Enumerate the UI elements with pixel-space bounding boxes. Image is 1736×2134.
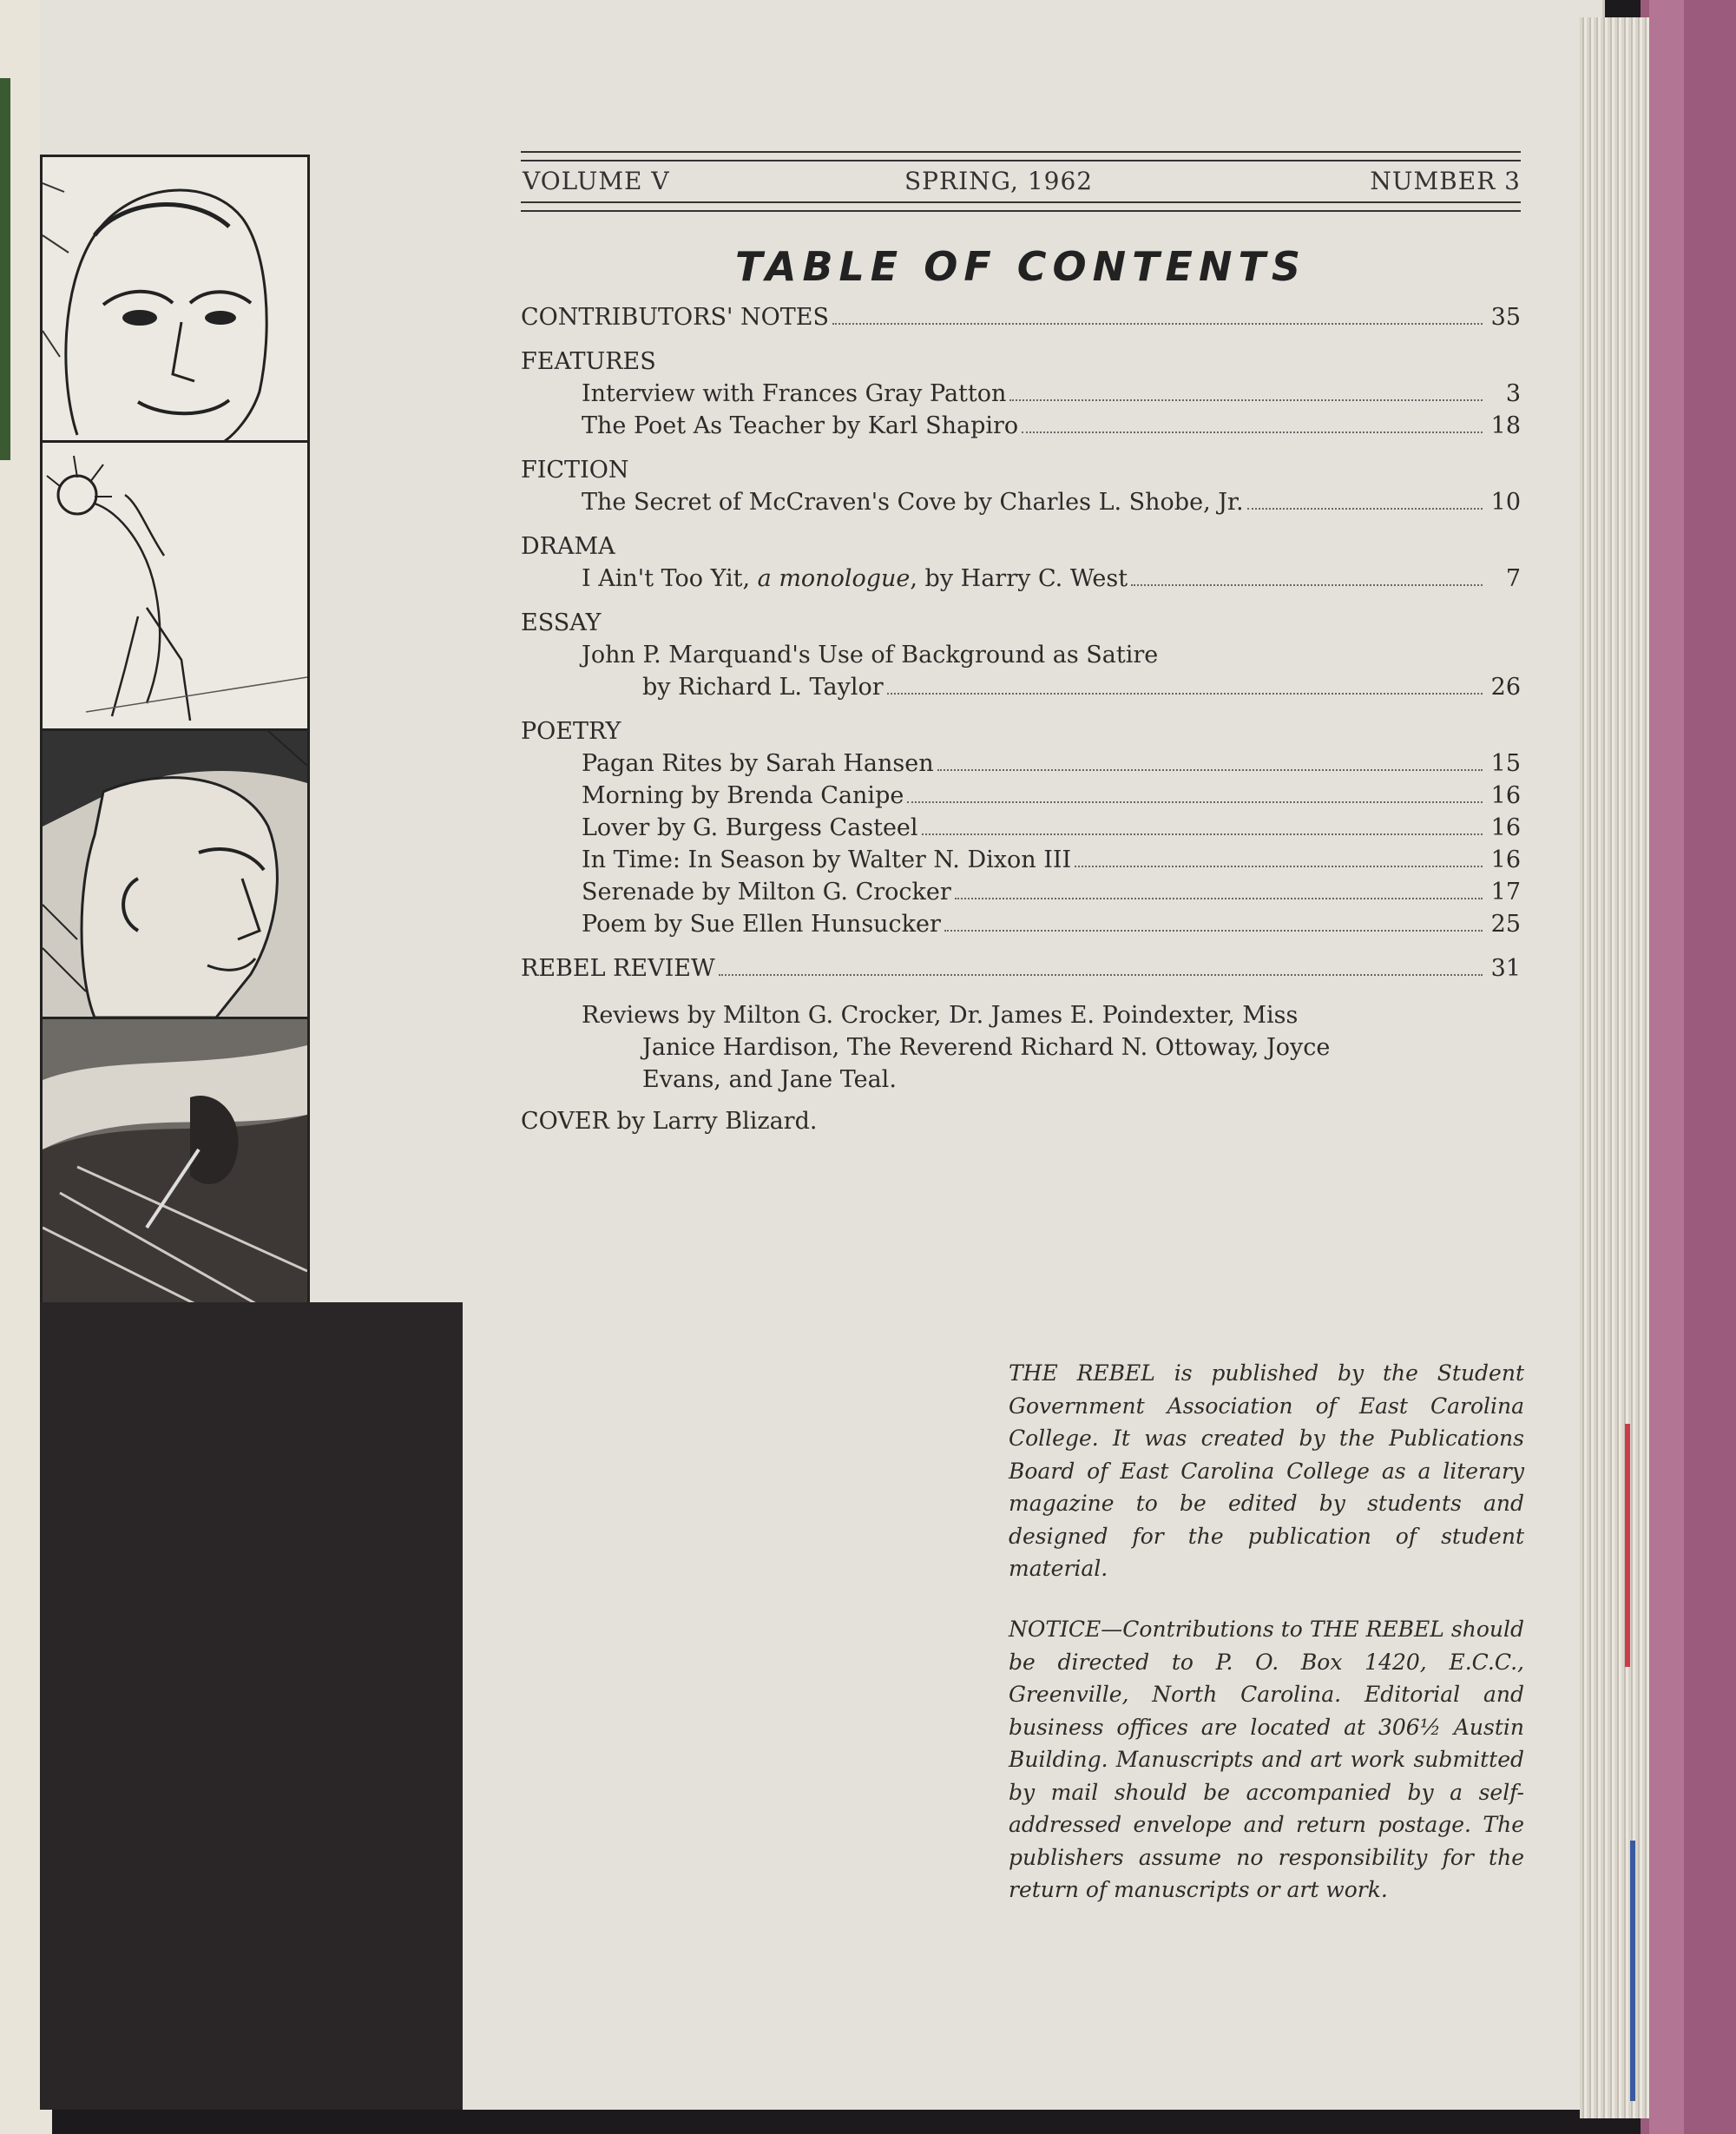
illustration-portrait-man <box>40 728 310 1020</box>
toc-entry[interactable]: Pagan Rites by Sarah Hansen 15 <box>582 750 1521 777</box>
volume-label: VOLUME V <box>523 167 670 195</box>
page-fore-edge <box>1580 17 1649 2118</box>
toc-entry-contributors[interactable]: CONTRIBUTORS' NOTES 35 <box>521 304 1521 331</box>
toc-entry[interactable]: Poem by Sue Ellen Hunsucker 25 <box>582 911 1521 938</box>
illustration-figure-swinging <box>40 440 310 732</box>
toc-entry[interactable]: In Time: In Season by Walter N. Dixon III 16 <box>582 846 1521 873</box>
illustration-rowboat <box>40 1017 310 1308</box>
toc-entry[interactable]: Interview with Frances Gray Patton 3 <box>582 380 1521 407</box>
toc-entry-line[interactable]: John P. Marquand's Use of Background as Satire <box>582 642 1159 669</box>
magazine-page <box>40 0 1605 2110</box>
toc-entry[interactable]: by Richard L. Taylor 26 <box>642 674 1521 701</box>
publisher-note: THE REBEL is published by the Student Government Association of East Carolina College. It was created by the Publications Board of East Carolina College as a literary magazine to be edited by students and designed for the publication of student material. <box>1009 1360 1524 1581</box>
toc-title: TABLE OF CONTENTS <box>735 243 1306 290</box>
book-cover-edge <box>1641 0 1736 2134</box>
section-essay: ESSAY <box>521 609 602 636</box>
section-drama: DRAMA <box>521 533 615 560</box>
section-fiction: FICTION <box>521 457 629 484</box>
section-rebel-review[interactable]: REBEL REVIEW 31 <box>521 955 1521 982</box>
header-rule-top <box>521 151 1521 161</box>
cover-credit: COVER by Larry Blizard. <box>521 1108 818 1135</box>
issue-date: SPRING, 1962 <box>904 167 1094 195</box>
header-rule-bottom <box>521 201 1521 212</box>
toc-entry[interactable]: The Secret of McCraven's Cove by Charles L. Shobe, Jr. 10 <box>582 489 1521 516</box>
section-features: FEATURES <box>521 348 656 375</box>
section-poetry: POETRY <box>521 718 621 745</box>
toc-entry[interactable]: Lover by G. Burgess Casteel 16 <box>582 814 1521 841</box>
number-label: NUMBER 3 <box>1370 167 1521 195</box>
toc-entry[interactable]: I Ain't Too Yit, a monologue, by Harry C. West 7 <box>582 565 1521 592</box>
table-of-contents <box>521 304 1521 1140</box>
toc-entry[interactable]: Serenade by Milton G. Crocker 17 <box>582 879 1521 906</box>
toc-entry[interactable]: Morning by Brenda Canipe 16 <box>582 782 1521 809</box>
black-panel <box>40 1302 463 2110</box>
toc-entry[interactable]: The Poet As Teacher by Karl Shapiro 18 <box>582 412 1521 439</box>
reviews-credits: Reviews by Milton G. Crocker, Dr. James E. Poindexter, Miss Janice Hardison, The Reverend Richard N. Ottoway, Joyce Evans, and Jane Teal. <box>582 1002 1331 1093</box>
notice: NOTICE—Contributions to THE REBEL should be directed to P. O. Box 1420, E.C.C., Greenville, North Carolina. Editorial and business offices are located at 306½ Austin Building. Manuscripts and art work submitted by mail should be accompanied by a self-addressed envelope and return postage. The publishers assume no responsibility for the return of manuscripts or art work. <box>1009 1617 1524 1902</box>
illustration-portrait-woman <box>40 155 310 444</box>
